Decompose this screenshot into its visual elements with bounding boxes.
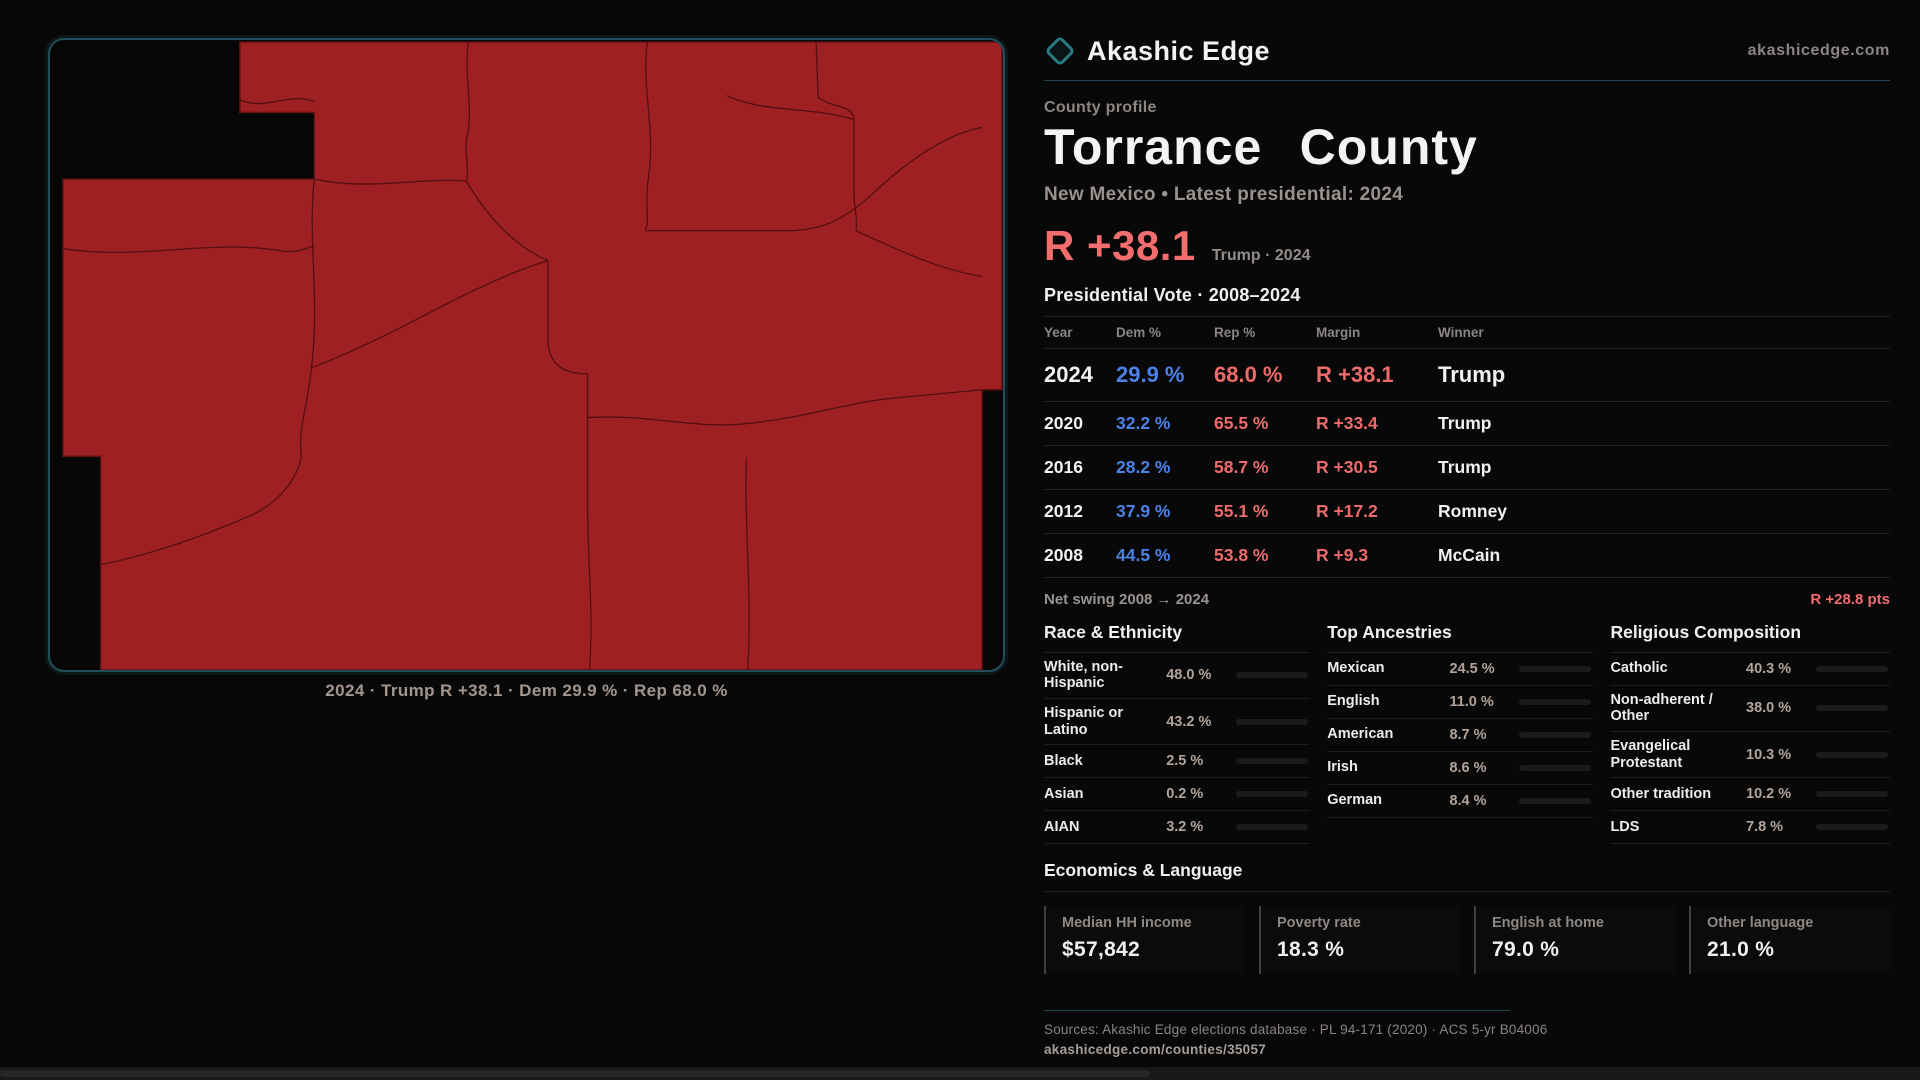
demo-value: 8.7 % (1449, 726, 1487, 743)
list-item (1044, 745, 1310, 778)
col-margin: Margin (1316, 324, 1361, 340)
demo-value: 8.4 % (1449, 792, 1487, 809)
list-item (1610, 811, 1890, 844)
demo-value: 10.3 % (1746, 746, 1792, 763)
economics-heading: Economics & Language (1044, 860, 1890, 892)
list-item (1610, 653, 1890, 686)
table-row (1044, 534, 1890, 578)
demo-value: 48.0 % (1166, 667, 1212, 684)
demographic-panels (1044, 622, 1890, 845)
panel-top-ancestries (1327, 622, 1593, 845)
dem-cell: 29.9 % (1116, 361, 1185, 387)
list-item (1044, 811, 1310, 844)
stat-card-median-income (1044, 906, 1245, 974)
demo-label: Mexican (1327, 660, 1385, 677)
stat-label: Poverty rate (1277, 915, 1361, 932)
stat-value: 21.0 % (1707, 938, 1775, 962)
col-year: Year (1044, 324, 1073, 340)
winner-cell: Trump (1438, 361, 1506, 387)
hero-margin-block (1044, 222, 1890, 270)
demo-bar (1236, 791, 1308, 797)
demo-bar (1519, 798, 1591, 804)
profile-column (1044, 30, 1890, 1057)
demo-value: 38.0 % (1746, 700, 1792, 717)
permalink[interactable]: akashicedge.com/counties/35057 (1044, 1042, 1267, 1058)
diamond-logo-icon (1044, 35, 1075, 66)
margin-cell: R +38.1 (1316, 361, 1394, 387)
page-title: Torrance County (1044, 119, 1478, 175)
rep-cell: 58.7 % (1214, 456, 1269, 477)
margin-cell: R +30.5 (1316, 456, 1378, 477)
col-rep: Rep % (1214, 324, 1256, 340)
list-item (1327, 752, 1593, 785)
table-row (1044, 446, 1890, 490)
col-dem: Dem % (1116, 324, 1162, 340)
panel-race-ethnicity (1044, 622, 1310, 845)
brand-domain-link[interactable]: akashicedge.com (1747, 42, 1890, 59)
map-caption: 2024 · Trump R +38.1 · Dem 29.9 % · Rep 68.0 % (325, 681, 728, 700)
demo-bar (1816, 666, 1888, 672)
table-row (1044, 349, 1890, 402)
net-swing-row (1044, 578, 1890, 608)
list-item (1044, 699, 1310, 745)
dem-cell: 28.2 % (1116, 456, 1171, 477)
demo-bar (1816, 705, 1888, 711)
table-row (1044, 490, 1890, 534)
margin-cell: R +17.2 (1316, 500, 1378, 521)
subtitle: New Mexico • Latest presidential: 2024 (1044, 183, 1404, 205)
winner-cell: Trump (1438, 412, 1492, 433)
demo-label: Hispanic or Latino (1044, 704, 1123, 738)
year-cell: 2012 (1044, 500, 1083, 521)
county-map-panel (48, 38, 1005, 672)
year-cell: 2024 (1044, 361, 1093, 387)
year-cell: 2008 (1044, 544, 1083, 565)
header (1044, 30, 1890, 72)
table-row (1044, 402, 1890, 446)
margin-cell: R +9.3 (1316, 544, 1369, 565)
demo-value: 43.2 % (1166, 713, 1212, 730)
demo-label: LDS (1610, 818, 1640, 835)
dem-cell: 37.9 % (1116, 500, 1171, 521)
county-map (50, 40, 1003, 670)
demo-value: 11.0 % (1449, 693, 1494, 710)
rep-cell: 53.8 % (1214, 544, 1269, 565)
demo-value: 2.5 % (1166, 753, 1204, 770)
demo-bar (1519, 699, 1591, 705)
net-swing-label: Net swing 2008 → 2024 (1044, 590, 1210, 608)
list-item (1044, 653, 1310, 699)
sources-line: Sources: Akashic Edge elections database · PL 94-171 (2020) · ACS 5-yr B04006 (1044, 1022, 1548, 1038)
hero-margin-value: R +38.1 (1044, 221, 1196, 269)
stat-label: Median HH income (1062, 915, 1192, 932)
demo-bar (1236, 672, 1308, 678)
demo-label: Non-adherent / Other (1610, 691, 1713, 725)
footer (1044, 1010, 1890, 1057)
stat-value: 18.3 % (1277, 938, 1345, 962)
demo-label: German (1327, 792, 1383, 809)
demo-value: 40.3 % (1746, 660, 1792, 677)
demo-value: 3.2 % (1166, 819, 1204, 836)
stat-label: English at home (1492, 915, 1604, 932)
economics-stat-cards (1044, 906, 1890, 974)
stat-value: 79.0 % (1492, 938, 1560, 962)
demo-label: Black (1044, 752, 1083, 769)
net-swing-value: R +28.8 pts (1810, 590, 1890, 608)
dem-cell: 32.2 % (1116, 412, 1171, 433)
list-item (1610, 778, 1890, 811)
list-item (1327, 686, 1593, 719)
list-item (1610, 686, 1890, 732)
panel-heading: Race & Ethnicity (1044, 622, 1310, 653)
rep-cell: 68.0 % (1214, 361, 1283, 387)
panel-religious-composition (1610, 622, 1890, 845)
demo-label: Irish (1327, 759, 1358, 776)
demo-bar (1236, 719, 1308, 725)
demo-bar (1519, 666, 1591, 672)
scrollbar-thumb[interactable] (0, 1070, 1150, 1077)
demo-value: 0.2 % (1166, 786, 1204, 803)
demo-label: English (1327, 693, 1380, 710)
list-item (1610, 732, 1890, 778)
stat-card-other-language (1689, 906, 1890, 974)
demo-bar (1236, 824, 1308, 830)
demo-bar (1519, 765, 1591, 771)
vote-table (1044, 316, 1890, 608)
demo-bar (1816, 752, 1888, 758)
vote-table-header (1044, 316, 1890, 349)
rep-cell: 65.5 % (1214, 412, 1269, 433)
panel-heading: Top Ancestries (1327, 622, 1593, 653)
vote-table-heading: Presidential Vote · 2008–2024 (1044, 284, 1301, 305)
demo-bar (1236, 758, 1308, 764)
header-divider (1044, 80, 1890, 81)
demo-label: White, non-Hispanic (1044, 658, 1123, 692)
winner-cell: Trump (1438, 456, 1492, 477)
panel-heading: Religious Composition (1610, 622, 1890, 653)
demo-label: AIAN (1044, 818, 1080, 835)
demo-value: 24.5 % (1449, 660, 1495, 677)
winner-cell: McCain (1438, 544, 1501, 565)
margin-cell: R +33.4 (1316, 412, 1378, 433)
demo-value: 10.2 % (1746, 786, 1792, 803)
horizontal-scrollbar[interactable] (0, 1067, 1920, 1080)
stat-card-english-at-home (1474, 906, 1675, 974)
list-item (1327, 719, 1593, 752)
footer-divider (1044, 1010, 1510, 1011)
year-cell: 2016 (1044, 456, 1083, 477)
stat-card-poverty-rate (1259, 906, 1460, 974)
demo-label: Catholic (1610, 660, 1668, 677)
stat-value: $57,842 (1062, 938, 1141, 962)
year-cell: 2020 (1044, 412, 1083, 433)
county-shape[interactable] (63, 42, 1002, 670)
demo-label: Other tradition (1610, 785, 1712, 802)
col-winner: Winner (1438, 324, 1484, 340)
demo-label: Asian (1044, 785, 1084, 802)
hero-margin-note: Trump · 2024 (1211, 246, 1311, 264)
dem-cell: 44.5 % (1116, 544, 1171, 565)
demo-value: 7.8 % (1746, 819, 1784, 836)
demo-label: American (1327, 726, 1394, 743)
list-item (1044, 778, 1310, 811)
stat-label: Other language (1707, 915, 1814, 932)
demo-value: 8.6 % (1449, 759, 1487, 776)
brand-name: Akashic Edge (1087, 35, 1271, 66)
demo-bar (1816, 824, 1888, 830)
rep-cell: 55.1 % (1214, 500, 1269, 521)
list-item (1327, 785, 1593, 818)
list-item (1327, 653, 1593, 686)
demo-bar (1816, 791, 1888, 797)
winner-cell: Romney (1438, 500, 1508, 521)
kicker: County profile (1044, 99, 1157, 116)
demo-bar (1519, 732, 1591, 738)
demo-label: Evangelical Protestant (1610, 737, 1691, 771)
